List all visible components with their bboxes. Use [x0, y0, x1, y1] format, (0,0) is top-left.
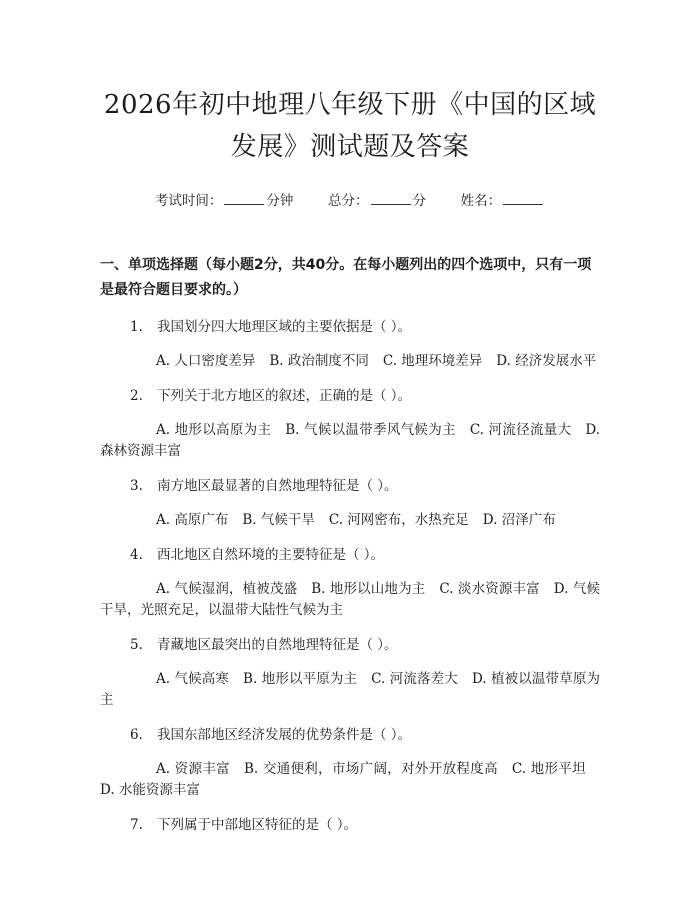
option-c: C. 淡水资源丰富: [439, 581, 540, 597]
option-b: B. 气候干旱: [242, 512, 315, 528]
question-7: [100, 815, 600, 835]
question-number: 3.: [130, 478, 143, 494]
section-heading: 一、单项选择题（每小题2分，共40分。在每小题列出的四个选项中，只有一项是最符合题目要求的。）: [100, 257, 592, 298]
option-a: A. 地形以高原为主: [156, 422, 272, 438]
question-text: 南方地区最显著的自然地理特征是（ ）。: [157, 478, 398, 494]
exam-meta-line: [100, 190, 600, 211]
option-c: C. 河网密布，水热充足: [328, 512, 469, 528]
option-c: C. 河流径流量大: [469, 422, 572, 438]
question-text: 西北地区自然环境的主要特征是（ ）。: [157, 547, 385, 563]
exam-time-blank: [224, 190, 264, 205]
question-3: [100, 476, 600, 496]
question-6-options: [100, 759, 600, 801]
option-c: C. 河流落差大: [371, 671, 458, 687]
question-number: 7.: [130, 817, 143, 833]
question-text: 下列关于北方地区的叙述，正确的是（ ）。: [157, 388, 412, 404]
question-4: [100, 545, 600, 565]
option-d: D. 沼泽广布: [482, 512, 556, 528]
total-score-label: 总分：: [328, 193, 369, 209]
option-d: D. 水能资源丰富: [100, 782, 200, 798]
question-5-options: [100, 669, 600, 711]
option-a: A. 人口密度差异: [156, 353, 256, 369]
name-label: 姓名：: [460, 193, 502, 209]
option-a: A. 气候高寒: [156, 671, 230, 687]
option-d: D. 植被以温带草原为主: [100, 671, 600, 708]
name-blank: [503, 190, 543, 205]
option-c: C. 地形平坦: [511, 761, 586, 777]
option-b: B. 交通便利，市场广阔，对外开放程度高: [243, 761, 498, 777]
question-1-options: [100, 351, 600, 372]
document-title: 2026年初中地理八年级下册《中国的区域发展》测试题及答案: [103, 90, 597, 162]
option-c: C. 地理环境差异: [382, 353, 483, 369]
option-b: B. 地形以山地为主: [311, 581, 426, 597]
option-d: D. 森林资源丰富: [100, 422, 600, 459]
option-a: A. 高原广布: [156, 512, 229, 528]
option-b: B. 地形以平原为主: [243, 671, 358, 687]
option-d: D. 气候干旱，光照充足，以温带大陆性气候为主: [100, 581, 600, 618]
question-number: 5.: [130, 637, 143, 653]
question-5: [100, 635, 600, 655]
question-number: 6.: [130, 727, 143, 743]
question-list: [100, 317, 600, 835]
question-number: 2.: [130, 388, 143, 404]
question-3-options: [100, 510, 600, 531]
question-text: 我国划分四大地理区域的主要依据是（ ）。: [157, 319, 412, 335]
question-6: [100, 725, 600, 745]
option-a: A. 资源丰富: [156, 761, 230, 777]
question-text: 下列属于中部地区特征的是（ ）。: [157, 817, 358, 833]
option-a: A. 气候湿润，植被茂盛: [156, 581, 298, 597]
question-number: 1.: [130, 319, 143, 335]
question-text: 我国东部地区经济发展的优势条件是（ ）。: [157, 727, 412, 743]
question-1: [100, 317, 600, 337]
total-score-blank: [371, 190, 411, 205]
total-score-unit: 分: [412, 193, 426, 209]
option-b: B. 气候以温带季风气候为主: [285, 422, 456, 438]
exam-time-unit: 分钟: [266, 193, 294, 209]
option-b: B. 政治制度不同: [269, 353, 369, 369]
exam-time-label: 考试时间：: [154, 193, 223, 209]
question-2-options: [100, 420, 600, 462]
option-d: D. 经济发展水平: [496, 353, 597, 369]
question-text: 青藏地区最突出的自然地理特征是（ ）。: [157, 637, 398, 653]
question-2: [100, 386, 600, 406]
question-number: 4.: [130, 547, 143, 563]
question-4-options: [100, 579, 600, 621]
